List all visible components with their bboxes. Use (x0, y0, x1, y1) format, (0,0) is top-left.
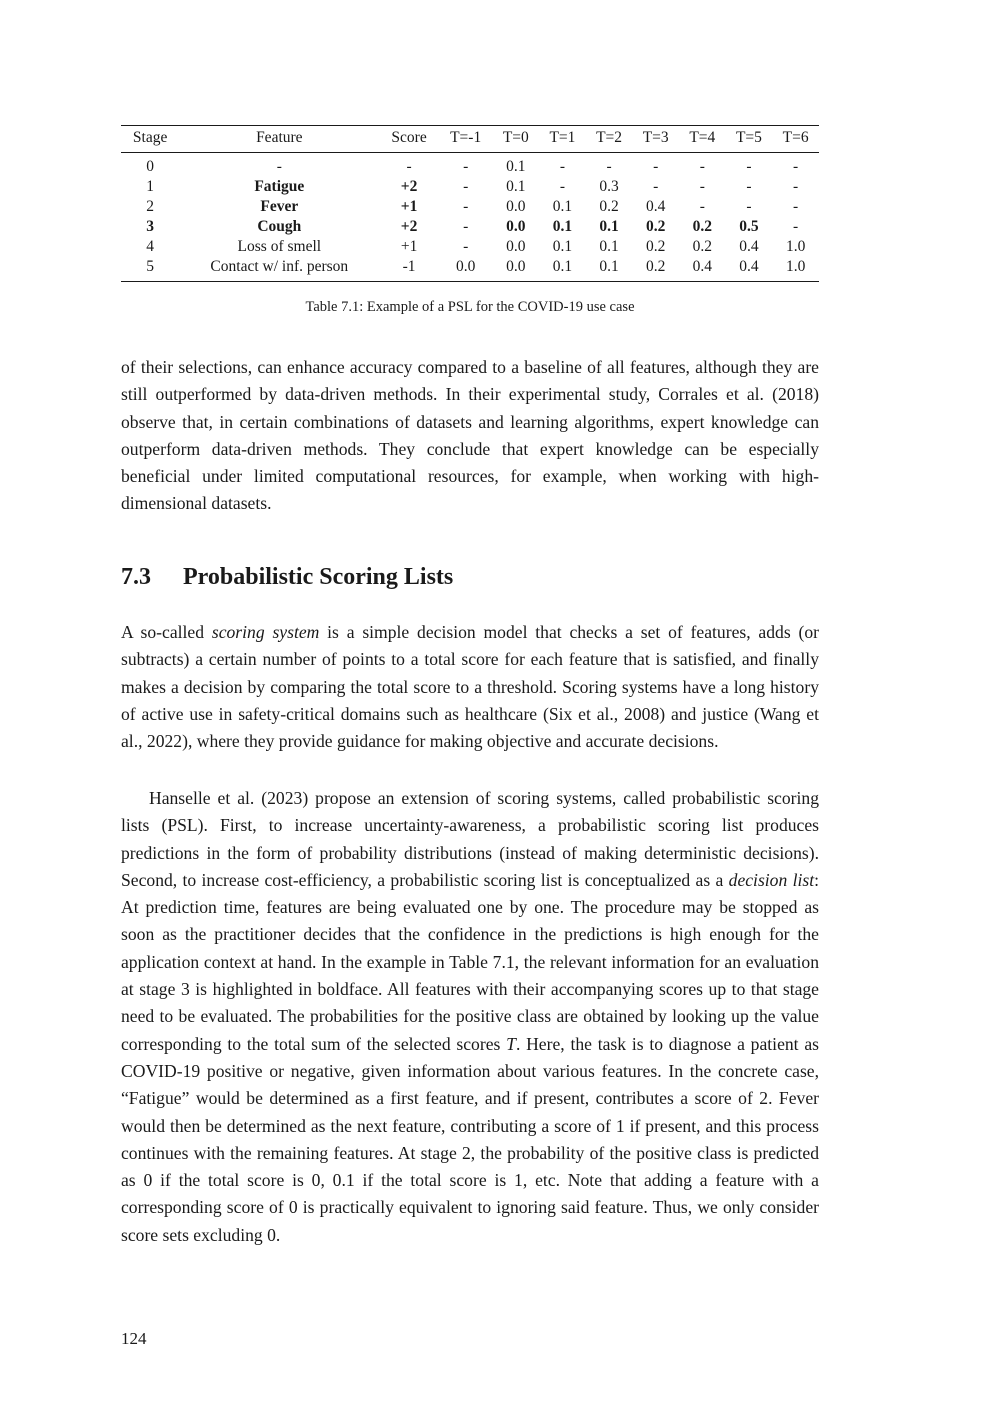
score-cell: +1 (400, 198, 418, 215)
prob-cell: 0.2 (646, 238, 666, 255)
prob-cell: 0.0 (506, 198, 526, 215)
prob-cell: - (793, 218, 799, 235)
prob-cell: 0.5 (739, 218, 759, 235)
header-cell: T=-1 (439, 126, 493, 153)
text-run: A so-called (121, 622, 212, 642)
emphasis-term: decision list (728, 869, 815, 890)
text-run: Hanselle et al. (2023) propose an extension of scoring systems, called probabilistic scoring lists (PSL). First, to increase uncertainty-awareness, a probabilistic scoring list produces predictions in the form of probability distributions (instead of making deterministic decisions). Second, to increase cost-efficiency, a probabilistic scoring list is conceptualized as a (121, 788, 819, 890)
table-header-row (121, 126, 819, 153)
prob-cell: 0.4 (692, 258, 712, 275)
page-number: 124 (121, 1329, 147, 1348)
prob-cell: - (793, 158, 799, 175)
psl-table-container (121, 125, 819, 282)
prob-cell: 0.0 (506, 258, 526, 275)
header-cell: T=1 (539, 126, 586, 153)
header-cell: Score (379, 126, 438, 153)
prob-cell: - (463, 198, 469, 215)
feature-cell: Contact w/ inf. person (210, 258, 349, 275)
score-cell: +2 (400, 218, 418, 235)
stage-cell: 3 (146, 218, 154, 235)
prob-cell: - (793, 198, 799, 215)
prob-cell: 0.3 (599, 178, 619, 195)
prob-cell: - (653, 178, 659, 195)
prob-cell: - (699, 178, 705, 195)
stage-cell: 1 (146, 178, 154, 195)
section-title: Probabilistic Scoring Lists (183, 564, 454, 590)
prob-cell: - (653, 158, 659, 175)
prob-cell: 0.2 (646, 258, 666, 275)
table-row (121, 177, 819, 197)
header-cell: T=5 (726, 126, 773, 153)
prob-cell: - (463, 218, 469, 235)
prob-cell: 0.1 (552, 238, 573, 255)
body-paragraph-2 (121, 619, 819, 755)
score-cell: - (406, 158, 412, 175)
prob-cell: - (699, 198, 705, 215)
prob-cell: - (793, 178, 799, 195)
prob-cell: - (699, 158, 705, 175)
feature-cell: Fatigue (254, 178, 305, 195)
prob-cell: 0.2 (599, 198, 619, 215)
prob-cell: - (463, 178, 469, 195)
prob-cell: - (559, 158, 566, 175)
prob-cell: 0.1 (599, 218, 619, 235)
body-paragraph-3 (121, 785, 819, 1249)
emphasis-term: scoring system (211, 622, 320, 642)
prob-cell: 0.4 (739, 258, 759, 275)
feature-cell: - (276, 158, 282, 175)
table-row (121, 237, 819, 257)
feature-cell: Fever (260, 198, 299, 215)
prob-cell: - (746, 198, 752, 215)
section-heading (121, 564, 453, 591)
prob-cell: 0.1 (552, 198, 573, 215)
stage-cell: 4 (146, 238, 154, 255)
prob-cell: - (559, 178, 566, 195)
feature-cell: Loss of smell (237, 238, 322, 255)
table-row (121, 197, 819, 217)
prob-cell: 0.1 (599, 238, 619, 255)
table-row (121, 153, 819, 178)
feature-cell: Cough (257, 218, 302, 235)
math-variable: T (506, 1033, 516, 1054)
prob-cell: 0.2 (692, 238, 712, 255)
prob-cell: 0.1 (599, 258, 619, 275)
table-row (121, 257, 819, 282)
prob-cell: 0.2 (646, 218, 666, 235)
stage-cell: 5 (146, 258, 154, 275)
header-cell: Feature (179, 126, 379, 153)
prob-cell: 1.0 (785, 238, 806, 255)
prob-cell: 0.0 (455, 258, 476, 275)
prob-cell: 0.0 (506, 218, 526, 235)
body-paragraph-1: of their selections, can enhance accuracy compared to a baseline of all features, although they are still outperformed by data-driven methods. In their experimental study, Corrales et al. (2018) observe that, in certain combinations of datasets and learning algorithms, expert knowledge can outperform data-driven methods. They conclude that expert knowledge can be especially beneficial under limited computational resources, for example, when working with high-dimensional datasets. (121, 357, 819, 514)
text-run: is a simple decision model that checks a set of features, adds (or subtracts) a certain number of points to a total score for each feature that is satisfied, and finally makes a decision by comparing the total score to a threshold. Scoring systems have a long history of active use in safety-critical domains such as healthcare (Six et al., 2008) and justice (Wang et al., 2022), where they provide guidance for making objective and accurate decisions. (121, 622, 819, 752)
prob-cell: 0.1 (506, 178, 526, 195)
header-cell: T=2 (586, 126, 633, 153)
prob-cell: - (746, 178, 752, 195)
prob-cell: 1.0 (785, 258, 806, 275)
prob-cell: - (606, 158, 612, 175)
prob-cell: 0.4 (646, 198, 666, 215)
stage-cell: 0 (146, 158, 154, 175)
score-cell: +1 (400, 238, 418, 255)
header-cell: T=3 (632, 126, 679, 153)
prob-cell: - (463, 158, 469, 175)
score-cell: -1 (402, 258, 416, 275)
prob-cell: 0.1 (552, 258, 573, 275)
header-cell: T=6 (772, 126, 819, 153)
prob-cell: 0.4 (739, 238, 759, 255)
prob-cell: 0.2 (692, 218, 712, 235)
prob-cell: - (463, 238, 469, 255)
header-cell: T=0 (493, 126, 540, 153)
prob-cell: 0.1 (552, 218, 573, 235)
table-row-highlighted (121, 217, 819, 237)
score-cell: +2 (400, 178, 418, 195)
psl-table (121, 125, 819, 282)
stage-cell: 2 (146, 198, 154, 215)
prob-cell: - (746, 158, 752, 175)
text-run: : At prediction time, features are being evaluated one by one. The procedure may be stopped as soon as the practitioner decides that the confidence in the predictions is high enough for the application context at hand. In the example in Table 7.1, the relevant information for an evaluation at stage 3 is highlighted in boldface. All features with their accompanying scores up to that stage need to be evaluated. The probabilities for the positive class are obtained by looking up the value corresponding to the total sum of the selected scores (121, 869, 819, 1054)
prob-cell: 0.0 (506, 238, 526, 255)
table-caption: Table 7.1: Example of a PSL for the COVID-19 use case (305, 299, 635, 315)
text-run: . Here, the task is to diagnose a patient as COVID-19 positive or negative, given information about various features. In the concrete case, “Fatigue” would be determined as a first feature, and if present, contributes a score of 2. Fever would then be determined as the next feature, contributing a score of 1 if present, and this process continues with the remaining features. At stage 2, the probability of the positive class is predicted as 0 if the total score is 0, 0.1 if the total score is 1, etc. Note that adding a feature with a corresponding score of 0 is practically equivalent to ignoring said feature. Thus, we only consider score sets excluding 0. (121, 1033, 819, 1245)
header-cell: Stage (121, 126, 179, 153)
section-number: 7.3 (121, 564, 151, 590)
prob-cell: 0.1 (506, 158, 526, 175)
header-cell: T=4 (679, 126, 726, 153)
